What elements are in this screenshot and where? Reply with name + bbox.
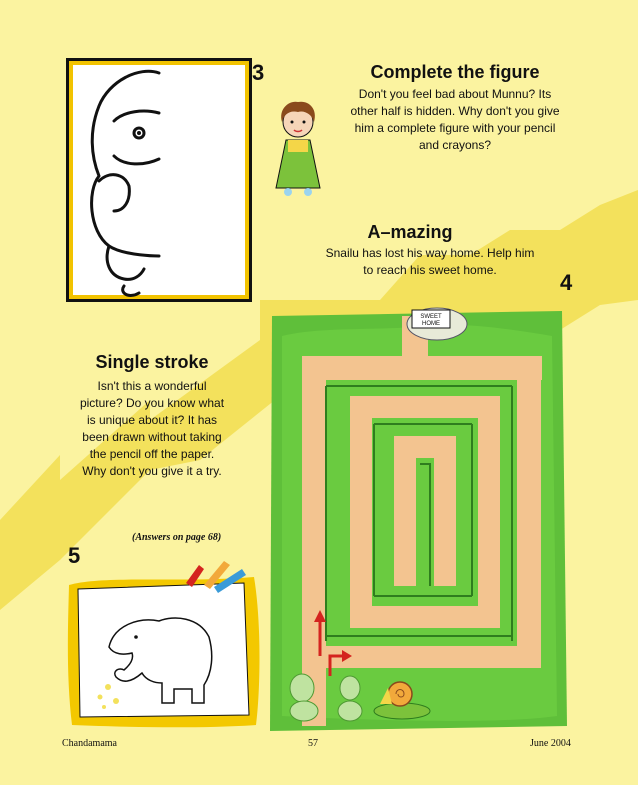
maze-illustration xyxy=(262,296,572,736)
half-figure-panel xyxy=(66,58,252,302)
section-5-body: Isn't this a wonderful picture? Do you know what is unique about it? It has been drawn without taking the pencil off the paper. Why don't you give it a try. xyxy=(79,379,225,478)
girl-illustration xyxy=(268,100,328,200)
section-4-number: 4 xyxy=(560,270,573,295)
footer-page-number: 57 xyxy=(308,738,318,749)
answers-note: (Answers on page 68) xyxy=(132,532,222,543)
home-sign-line1: SWEET xyxy=(420,314,442,320)
footer-date: June 2004 xyxy=(530,738,571,749)
section-3-number: 3 xyxy=(252,60,265,85)
section-5-number: 5 xyxy=(68,543,81,568)
half-bear-illustration xyxy=(69,61,249,299)
home-sign-line2: HOME xyxy=(422,321,440,327)
single-stroke-illustration xyxy=(64,555,264,735)
section-4-title: A–mazing xyxy=(367,222,453,242)
footer-publication: Chandamama xyxy=(62,738,117,749)
section-5-title: Single stroke xyxy=(95,352,209,372)
section-4-body: Snailu has lost his way home. Help him to reach his sweet home. xyxy=(325,246,535,277)
section-3-body: Don't you feel bad about Munnu? Its other half is hidden. Why don't you give him a complete figure with your pencil and crayons? xyxy=(350,87,560,152)
section-3-title: Complete the figure xyxy=(370,62,540,82)
